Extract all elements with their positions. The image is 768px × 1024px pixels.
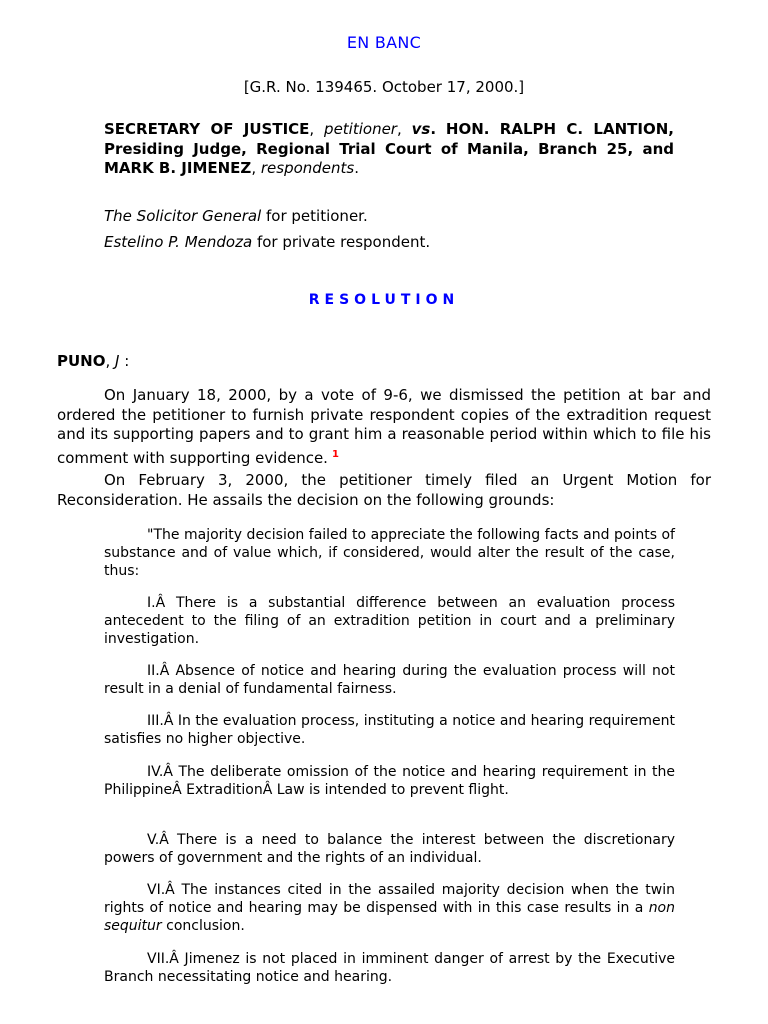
ground-item: VII.Â Jimenez is not placed in imminent danger of arrest by the Executive Branch necessitating notice and hearing.: [104, 951, 675, 985]
ponente-name: PUNO: [57, 352, 106, 370]
ground-item: V.Â There is a need to balance the interest between the discretionary powers of government and the rights of an individual.: [104, 832, 675, 866]
body-paragraph-1: [57, 386, 711, 468]
petitioner-role: petitioner: [324, 120, 397, 138]
quote-intro: "The majority decision failed to appreciate the following facts and points of substance and of value which, if considered, would alter the result of the case, thus:: [104, 527, 675, 579]
case-number: [G.R. No. 139465. October 17, 2000.]: [243, 78, 525, 96]
counsel-for: for petitioner.: [266, 207, 368, 225]
body-paragraph-2: On February 3, 2000, the petitioner timely filed an Urgent Motion for Reconsideration. He assails the decision on the following grounds:: [57, 471, 711, 509]
counsel-for: for private respondent.: [256, 233, 431, 251]
resolution-title: RESOLUTION: [308, 292, 460, 308]
case-caption: SECRETARY OF JUSTICE, petitioner, vs. HON. RALPH C. LANTION, Presiding Judge, Regional Trial Court of Manila, Branch 25, and MARK B. JIMENEZ, respondents.: [104, 120, 674, 177]
paragraph-text: On January 18, 2000, by a vote of 9-6, we dismissed the petition at bar and ordered the petitioner to furnish private respondent copies of the extradition request and its supporting papers and to grant him a reasonable period within which to file his comment with supporting evidence.: [57, 386, 711, 467]
ponente-title: J: [115, 352, 120, 370]
counsel-line-petitioner: [104, 207, 368, 225]
counsel-line-respondent: [104, 233, 430, 251]
ground-item: I.Â There is a substantial difference between an evaluation process antecedent to the filing of an extradition petition in court and a preliminary investigation.: [104, 595, 675, 647]
ground-text: conclusion.: [166, 918, 245, 934]
petitioner-name: SECRETARY OF JUSTICE: [104, 120, 310, 138]
versus-label: vs: [411, 120, 431, 138]
respondents-names: HON. RALPH C. LANTION, Presiding Judge, Regional Trial Court of Manila, Branch 25, and MARK B. JIMENEZ: [104, 120, 674, 177]
ground-item: IV.Â The deliberate omission of the notice and hearing requirement in the PhilippineÂ ExtraditionÂ Law is intended to prevent flight.: [104, 764, 675, 798]
ground-item: [104, 881, 675, 935]
latin-term: non sequitur: [104, 900, 675, 934]
ground-item: III.Â In the evaluation process, instituting a notice and hearing requirement satisfies no higher objective.: [104, 713, 675, 747]
respondents-role: respondents: [260, 159, 355, 177]
ground-text: VI.Â The instances cited in the assailed majority decision when the twin rights of notice and hearing may be dispensed with in this case results in a: [104, 882, 675, 916]
ponente-line: PUNO, J :: [57, 352, 130, 370]
counsel-name: The Solicitor General: [104, 207, 262, 225]
ground-item: II.Â Absence of notice and hearing during the evaluation process will not result in a denial of fundamental fairness.: [104, 663, 675, 697]
court-division-heading: EN BANC: [346, 33, 422, 52]
counsel-name: Estelino P. Mendoza: [104, 233, 253, 251]
footnote-link[interactable]: 1: [331, 448, 339, 460]
